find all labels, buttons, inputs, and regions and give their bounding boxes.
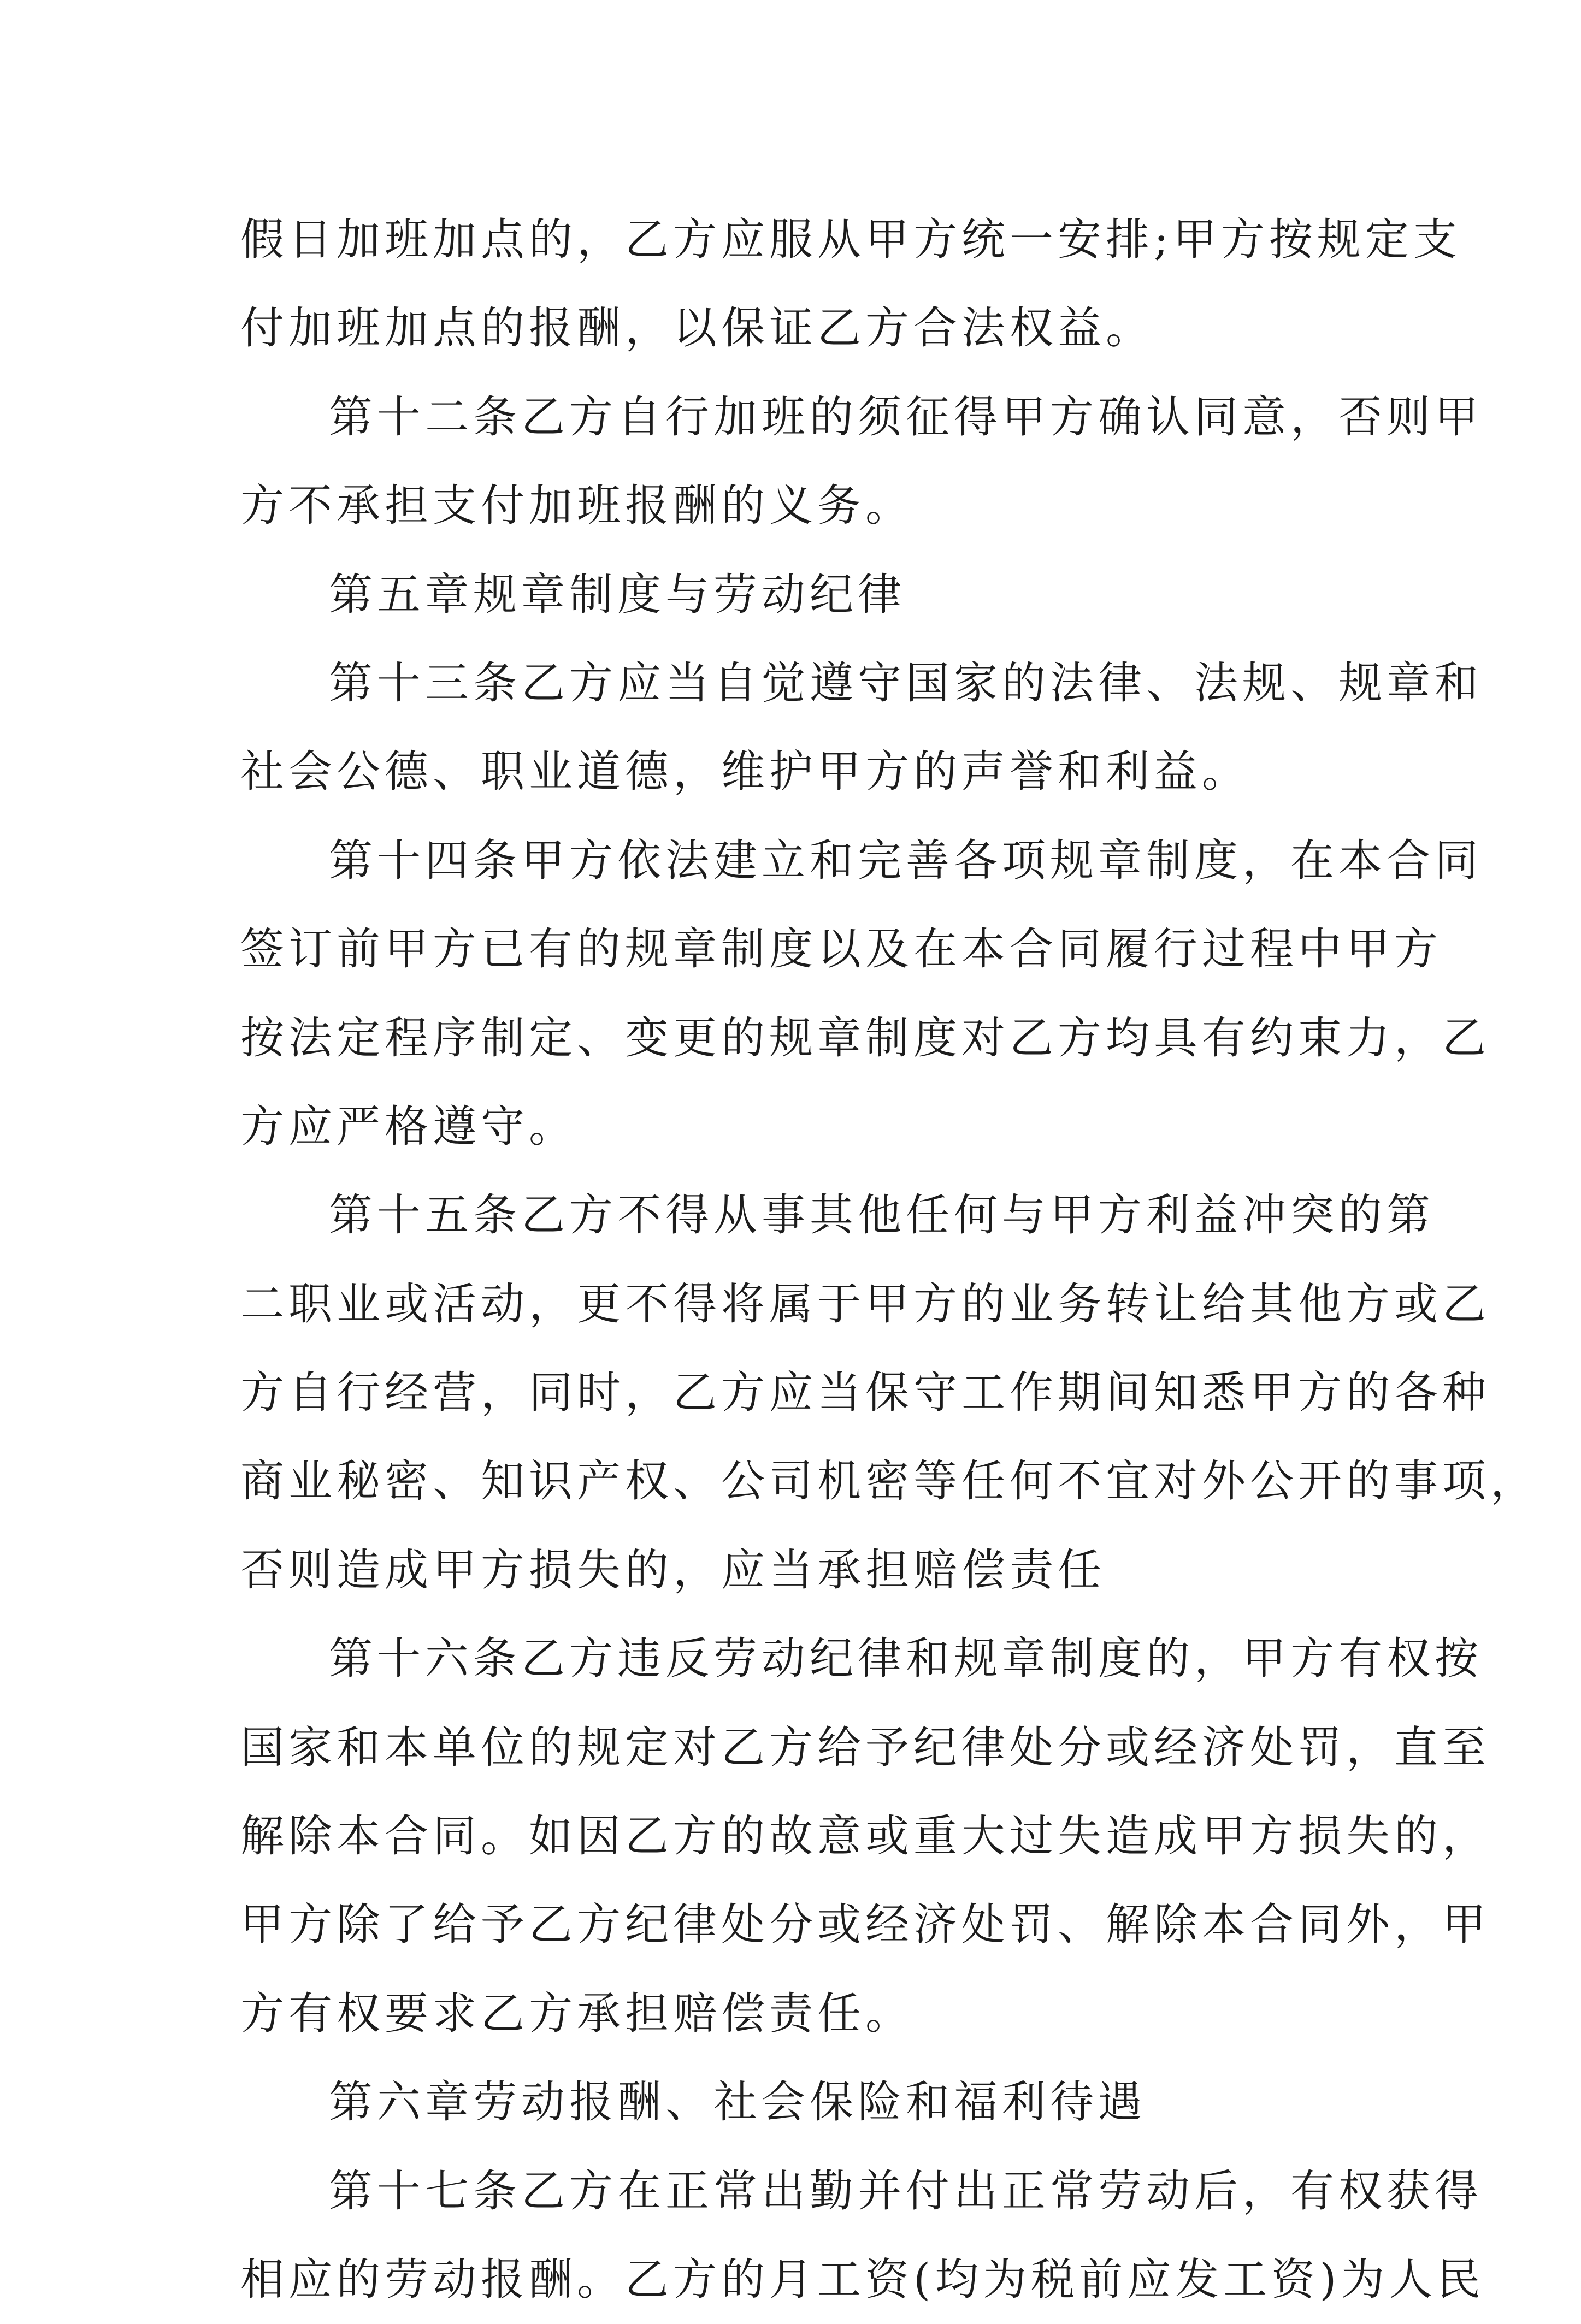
- text-line: 按法定程序制定、变更的规章制度对乙方均具有约束力，乙: [240, 1012, 1490, 1063]
- text-line: 商业秘密、知识产权、公司机密等任何不宜对外公开的事项，: [240, 1456, 1538, 1507]
- text-line: 否则造成甲方损失的，应当承担赔偿责任: [240, 1544, 1106, 1595]
- article-12-line: 第十二条乙方自行加班的须征得甲方确认同意，否则甲: [329, 391, 1483, 442]
- text-line: 假日加班加点的，乙方应服从甲方统一安排;甲方按规定支: [240, 214, 1461, 265]
- text-line: 二职业或活动，更不得将属于甲方的业务转让给其他方或乙: [240, 1278, 1490, 1329]
- document-body: [240, 196, 1538, 2324]
- text-line: 方应严格遵守。: [240, 1101, 577, 1152]
- article-16-line: 第十六条乙方违反劳动纪律和规章制度的，甲方有权按: [329, 1633, 1483, 1684]
- chapter-6-heading: 第六章劳动报酬、社会保险和福利待遇: [329, 2077, 1146, 2128]
- article-17-line: 第十七条乙方在正常出勤并付出正常劳动后，有权获得: [329, 2165, 1483, 2216]
- text-line: 社会公德、职业道德，维护甲方的声誉和利益。: [240, 746, 1250, 797]
- article-13-line: 第十三条乙方应当自觉遵守国家的法律、法规、规章和: [329, 657, 1483, 708]
- article-15-line: 第十五条乙方不得从事其他任何与甲方利益冲突的第: [329, 1190, 1435, 1241]
- text-line: 相应的劳动报酬。乙方的月工资(均为税前应发工资)为人民: [240, 2254, 1485, 2305]
- text-line: 方不承担支付加班报酬的义务。: [240, 480, 913, 531]
- text-line: 解除本合同。如因乙方的故意或重大过失造成甲方损失的，: [240, 1811, 1490, 1862]
- chapter-5-heading: 第五章规章制度与劳动纪律: [329, 569, 906, 620]
- text-line: 甲方除了给予乙方纪律处分或经济处罚、解除本合同外，甲: [240, 1899, 1490, 1950]
- text-line: 付加班加点的报酬，以保证乙方合法权益。: [240, 303, 1154, 354]
- text-line: 方自行经营，同时，乙方应当保守工作期间知悉甲方的各种: [240, 1367, 1490, 1418]
- text-line: 国家和本单位的规定对乙方给予纪律处分或经济处罚，直至: [240, 1722, 1490, 1773]
- article-14-line: 第十四条甲方依法建立和完善各项规章制度，在本合同: [329, 835, 1483, 886]
- text-line: 签订前甲方已有的规章制度以及在本合同履行过程中甲方: [240, 924, 1442, 975]
- text-line: 方有权要求乙方承担赔偿责任。: [240, 1988, 913, 2039]
